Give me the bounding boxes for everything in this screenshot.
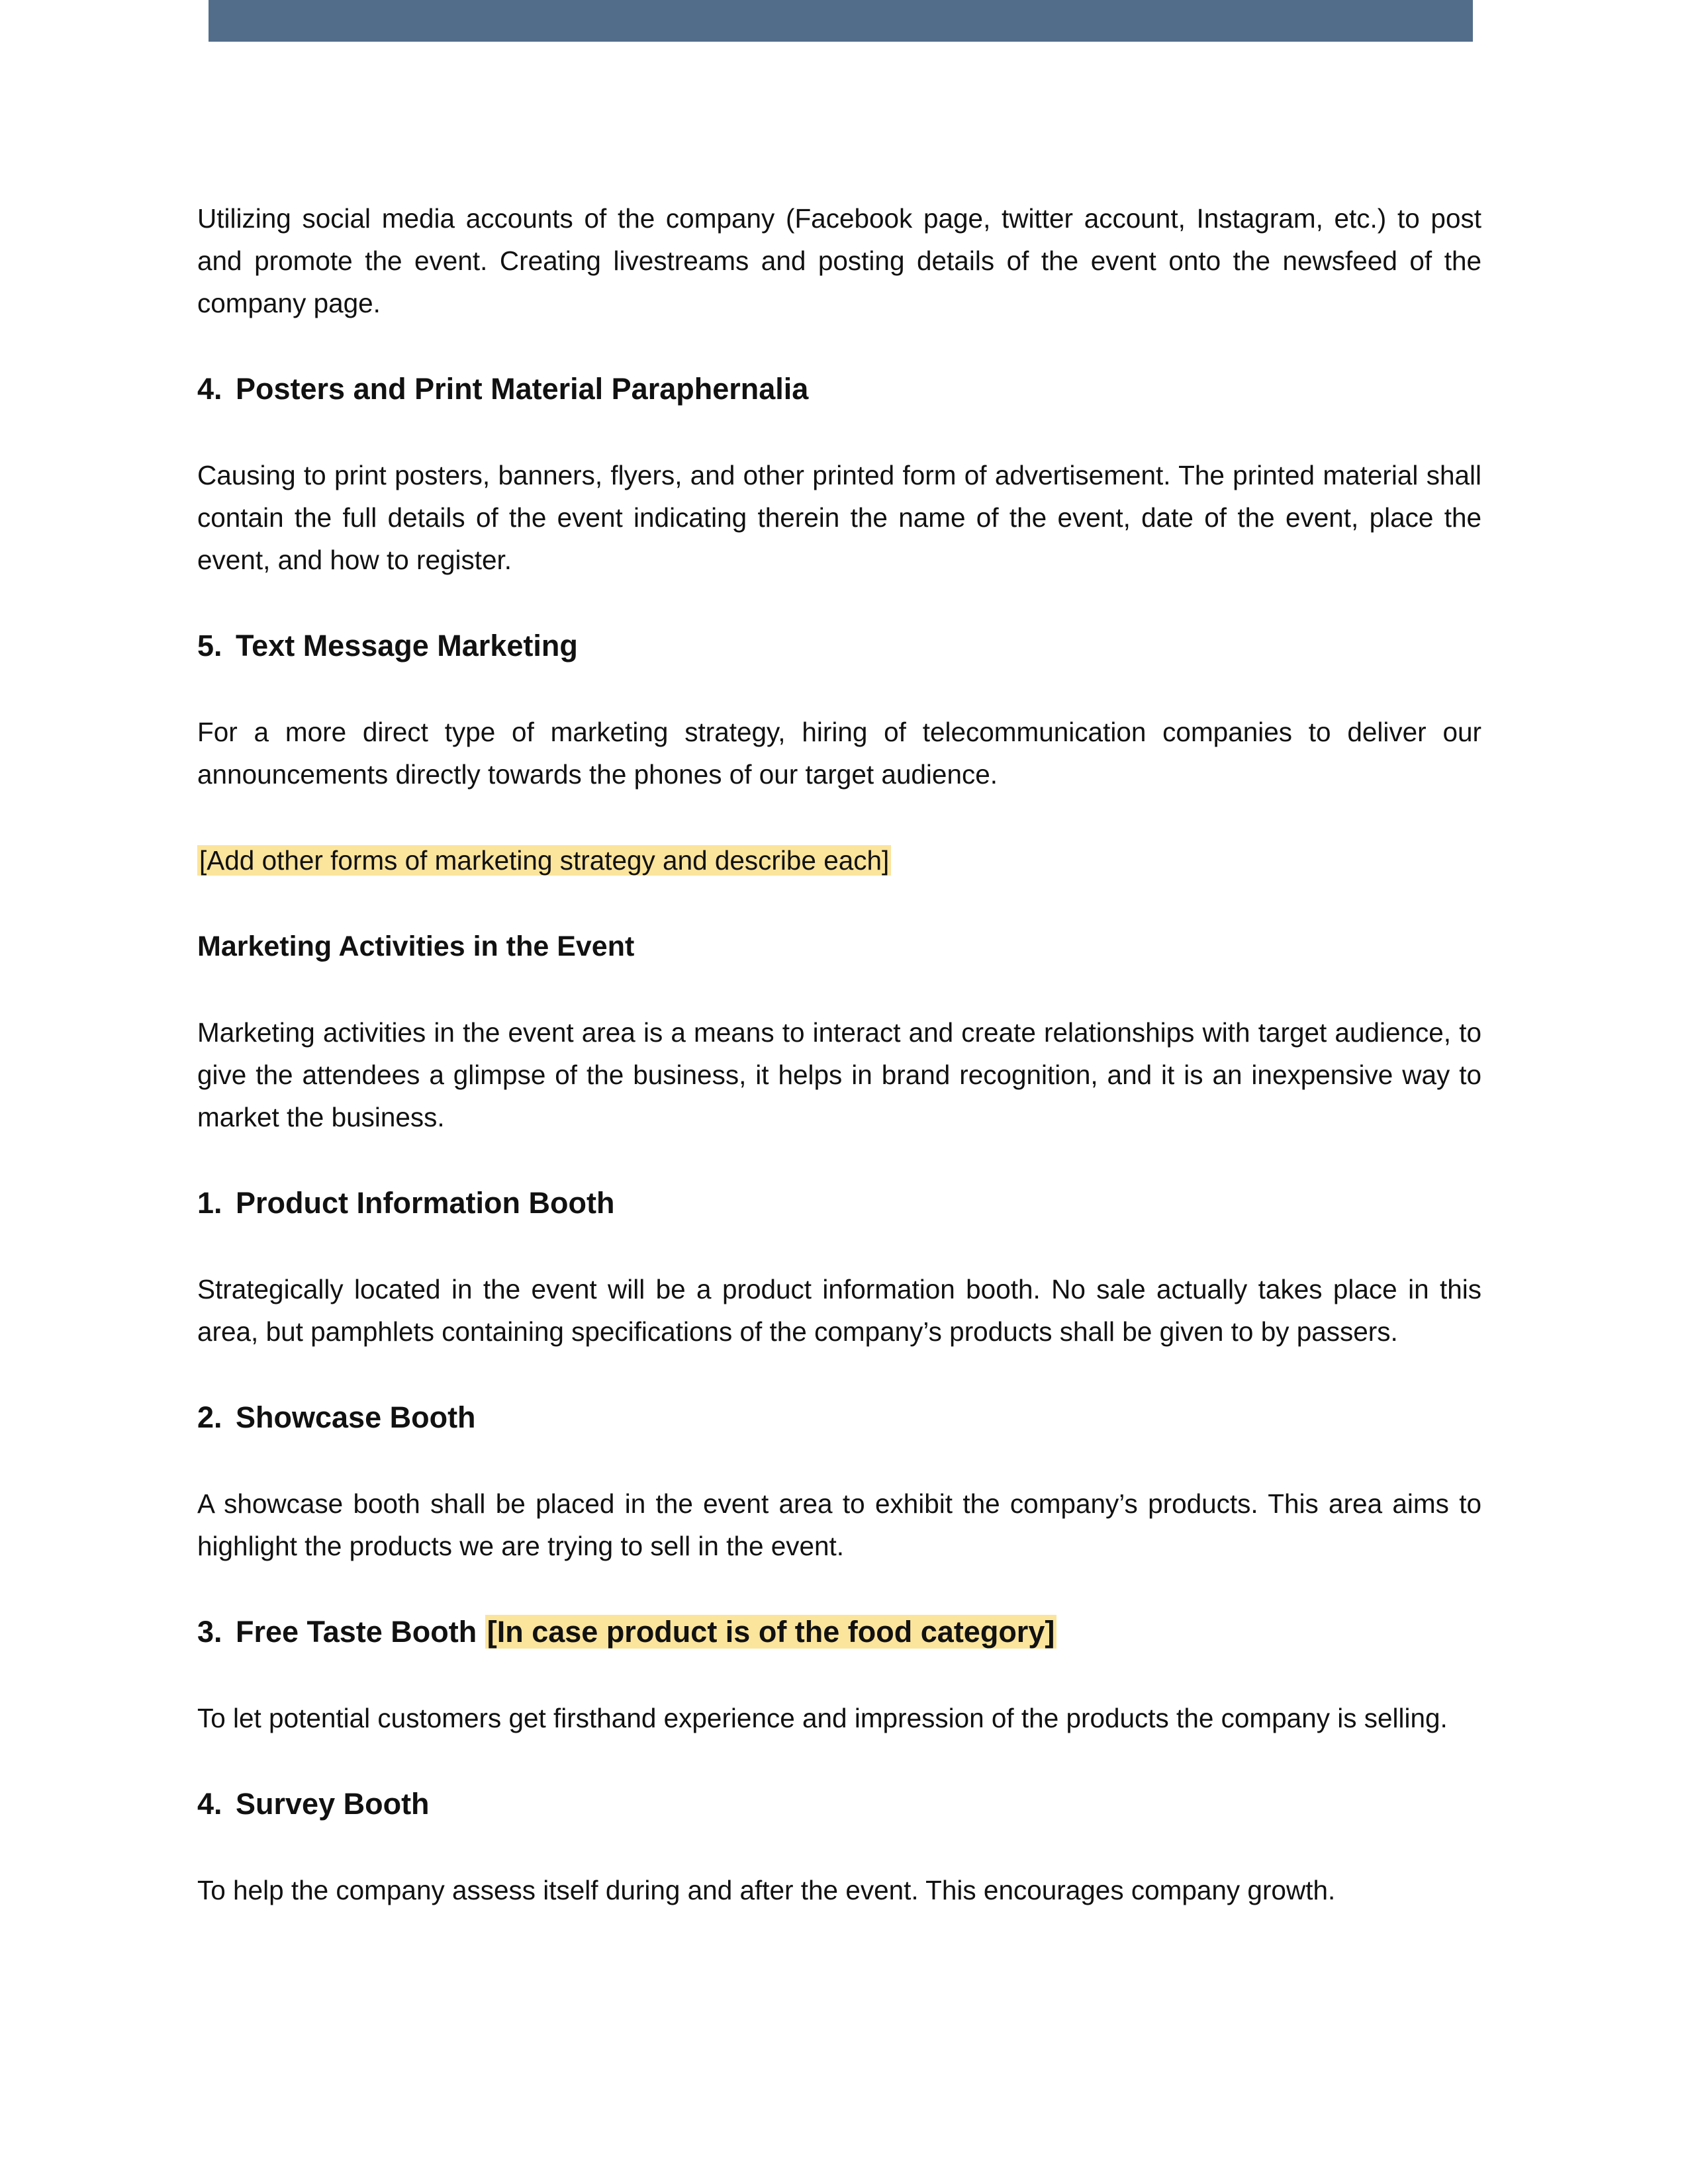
highlighted-note: [In case product is of the food category] — [485, 1615, 1057, 1649]
heading-title: Product Information Booth — [236, 1186, 615, 1220]
heading-text-message — [197, 625, 1481, 667]
heading-number: 4. — [197, 1787, 222, 1821]
section-title-marketing-activities: Marketing Activities in the Event — [197, 931, 635, 962]
paragraph-survey-booth: To help the company assess itself during and after the event. This encourages company growth. — [197, 1875, 1336, 1905]
paragraph-activities: Marketing activities in the event area is a means to interact and create relationships with target audience, to give the attendees a glimpse of the business, it helps in brand recognition, and it is an inexpensive way to market the business. — [197, 1017, 1481, 1132]
heading-title: Showcase Booth — [236, 1400, 476, 1434]
heading-title: Posters and Print Material Paraphernalia — [236, 372, 809, 406]
paragraph-free-taste-booth: To let potential customers get firsthand experience and impression of the products the company is selling. — [197, 1703, 1448, 1733]
paragraph-product-info-booth: Strategically located in the event will be a product information booth. No sale actually takes place in this area, but pamphlets containing specifications of the company’s products shall be given to by passers. — [197, 1274, 1481, 1347]
heading-title: Survey Booth — [236, 1787, 430, 1821]
paragraph-posters: Causing to print posters, banners, flyers, and other printed form of advertisement. The printed material shall contain the full details of the event indicating therein the name of the event, date of the event, place the event, and how to register. — [197, 460, 1481, 575]
highlighted-placeholder: [Add other forms of marketing strategy and describe each] — [197, 845, 891, 876]
heading-number: 5. — [197, 629, 222, 662]
header-bar — [209, 0, 1473, 42]
heading-survey-booth — [197, 1783, 1481, 1825]
heading-number: 2. — [197, 1400, 222, 1434]
heading-title: Text Message Marketing — [236, 629, 578, 662]
paragraph-social-media: Utilizing social media accounts of the company (Facebook page, twitter account, Instagram, etc.) to post and promote the event. Creating livestreams and posting details of the event onto the newsfeed of the company page. — [197, 203, 1481, 318]
document-body — [197, 197, 1481, 1911]
heading-showcase-booth — [197, 1396, 1481, 1439]
placeholder-other-strategies — [197, 839, 1481, 882]
heading-number: 1. — [197, 1186, 222, 1220]
heading-number: 4. — [197, 372, 222, 406]
paragraph-text-message: For a more direct type of marketing strategy, hiring of telecommunication companies to deliver our announcements directly towards the phones of our target audience. — [197, 717, 1481, 790]
heading-free-taste-booth — [197, 1611, 1481, 1653]
heading-product-info-booth — [197, 1182, 1481, 1224]
heading-number: 3. — [197, 1615, 222, 1649]
heading-posters — [197, 368, 1481, 410]
heading-title: Free Taste Booth — [236, 1615, 477, 1649]
paragraph-showcase-booth: A showcase booth shall be placed in the event area to exhibit the company’s products. This area aims to highlight the products we are trying to sell in the event. — [197, 1488, 1481, 1561]
